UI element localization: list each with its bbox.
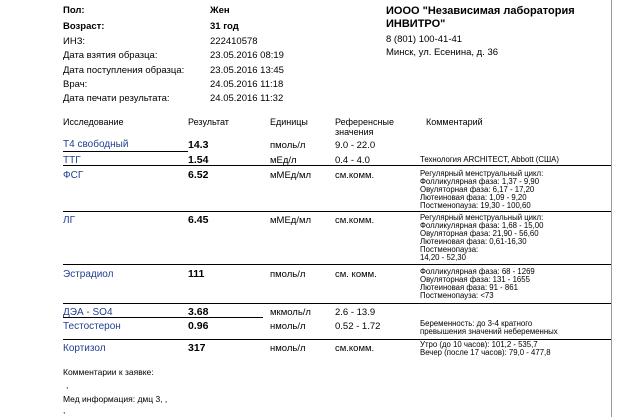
header-result: Результат [188, 117, 229, 127]
patient-value-age: 31 год [210, 21, 239, 32]
lab-address: Минск, ул. Есенина, д. 36 [386, 47, 499, 58]
row-result: 111 [188, 268, 205, 280]
patient-value-print-date: 24.05.2016 11:32 [210, 93, 284, 104]
row-ref: 2.6 - 13.9 [335, 307, 376, 318]
row-units: пмоль/л [270, 269, 306, 280]
row-result: 317 [188, 342, 206, 354]
patient-label-sex: Пол: [63, 5, 85, 16]
row-units: пмоль/л [270, 140, 306, 151]
row-ref: см.комм. [335, 343, 375, 354]
patient-value-sex: Жен [210, 5, 230, 16]
row-test-name: ТТГ [63, 155, 81, 166]
row-comment-line: Фолликулярная фаза: 1,68 - 15,00 [420, 221, 544, 230]
row-test-name: Кортизол [63, 343, 106, 354]
row-result: 0.96 [188, 320, 209, 332]
patient-value-doctor: 24.05.2016 11:18 [210, 79, 284, 90]
row-units: мМЕд/мл [270, 215, 312, 226]
row-test-name: Эстрадиол [63, 269, 114, 280]
patient-value-inz: 222410578 [210, 36, 258, 47]
row-comment-line: Постменопауза: [420, 245, 479, 254]
lab-name-line2: ИНВИТРО" [386, 18, 446, 30]
patient-value-receipt-date: 23.05.2016 13:45 [210, 65, 284, 76]
header-ref-line1: Референсные [335, 117, 394, 127]
row-result: 14.3 [188, 139, 209, 151]
row-comment-line: Регулярный менструальный цикл: [420, 213, 544, 222]
row-comment-line: Фолликулярная фаза: 68 - 1269 [420, 267, 535, 276]
patient-label-sample-date: Дата взятия образца: [63, 50, 158, 61]
row-ref: см.комм. [335, 170, 375, 181]
row-comment-line: Вечер (после 17 часов): 79,0 - 477,8 [420, 348, 551, 357]
row-ref: см.комм. [335, 215, 375, 226]
row-comment-line: Беременность: до 3-4 кратного [420, 319, 533, 328]
row-comment-line: 14,20 - 52,30 [420, 253, 466, 262]
row-test-name: ЛГ [63, 215, 75, 226]
row-test-name: Тестостерон [63, 321, 121, 332]
patient-label-inz: ИНЗ: [63, 36, 86, 47]
patient-label-age: Возраст: [63, 21, 105, 32]
request-comments-label: Комментарии к заявке: [63, 367, 154, 377]
lab-name-line1: ИООО "Независимая лаборатория [386, 5, 575, 17]
header-comment: Комментарий [426, 117, 483, 127]
medical-info-label: Мед информация: дмц 3, , [63, 394, 168, 404]
patient-value-sample-date: 23.05.2016 08:19 [210, 50, 284, 61]
row-test-name: ФСГ [63, 170, 84, 181]
row-comment-line: Лютеиновая фаза: 1,09 - 9,20 [420, 193, 527, 202]
row-comment-line: Утро (до 10 часов): 101,2 - 535,7 [420, 340, 538, 349]
row-comment-line: Фолликулярная фаза: 1,37 - 9,90 [420, 177, 540, 186]
medical-info-value: , [63, 405, 66, 415]
row-units: нмоль/л [270, 321, 306, 332]
row-units: нмоль/л [270, 343, 306, 354]
row-comment-line: Овуляторная фаза: 131 - 1655 [420, 275, 530, 284]
request-comments-value: , [66, 380, 69, 390]
row-result: 6.52 [188, 169, 209, 181]
row-comment-line: Постменопауза: 19,30 - 100,60 [420, 201, 531, 210]
row-separator [63, 151, 188, 152]
row-units: мкмоль/л [270, 307, 311, 318]
row-ref: см. комм. [335, 269, 377, 280]
row-separator [63, 264, 611, 265]
row-comment-line: Овуляторная фаза: 21,90 - 56,60 [420, 229, 539, 238]
row-comment-line: Технология ARCHITECT, Abbott (США) [420, 155, 559, 164]
row-units: мМЕд/мл [270, 170, 312, 181]
row-units: мЕд/л [270, 155, 297, 166]
row-test-name: ДЭА - SO4 [63, 307, 113, 318]
row-ref: 0.4 - 4.0 [335, 155, 370, 166]
row-comment-line: Лютеиновая фаза: 0,61-16,30 [420, 237, 527, 246]
row-separator [63, 211, 611, 212]
row-comment-line: превышения значений небеременных [420, 327, 558, 336]
patient-label-print-date: Дата печати результата: [63, 93, 170, 104]
lab-phone: 8 (801) 100-41-41 [386, 34, 463, 45]
header-units: Единицы [270, 117, 308, 127]
row-ref: 9.0 - 22.0 [335, 140, 376, 151]
row-comment-line: Постменопауза: <73 [420, 291, 494, 300]
patient-label-receipt-date: Дата поступления образца: [63, 65, 185, 76]
row-result: 3.68 [188, 306, 209, 318]
row-result: 6.45 [188, 214, 209, 226]
page-edge [611, 0, 612, 417]
row-separator [63, 303, 611, 304]
row-ref: 0.52 - 1.72 [335, 321, 381, 332]
header-ref-line2: значения [335, 127, 374, 137]
row-comment-line: Овуляторная фаза: 6,17 - 17,20 [420, 185, 535, 194]
row-test-name: Т4 свободный [63, 139, 129, 150]
row-result: 1.54 [188, 154, 209, 166]
header-test: Исследование [63, 117, 124, 127]
patient-label-doctor: Врач: [63, 79, 88, 90]
row-comment-line: Лютеиновая фаза: 91 - 861 [420, 283, 518, 292]
row-comment-line: Регулярный менструальный цикл: [420, 169, 544, 178]
